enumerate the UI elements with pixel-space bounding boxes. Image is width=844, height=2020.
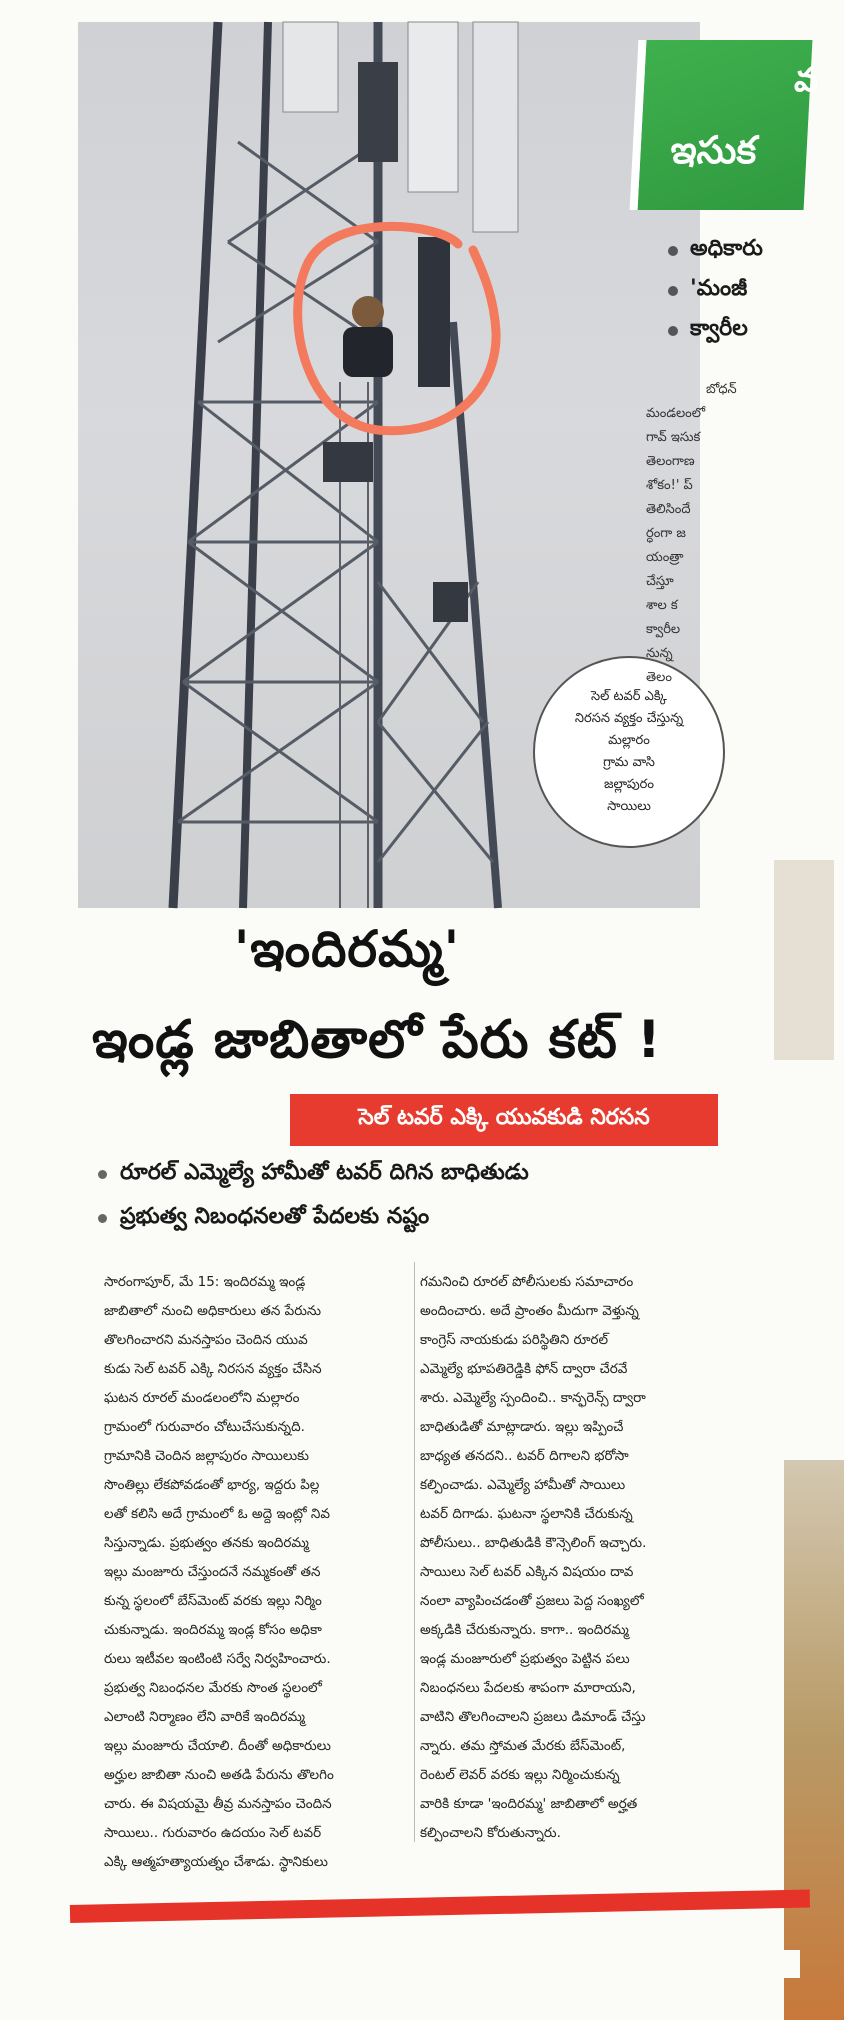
side-line: క్వారీల: [646, 622, 681, 637]
side-line: తెలంగాణ: [646, 454, 695, 469]
body-line: టవర్ దిగాడు. ఘటనా స్థలానికి చేరుకున్న: [420, 1506, 633, 1522]
body-line: కల్పించాడు. ఎమ్మెల్యే హామీతో సాయిలు: [420, 1477, 626, 1493]
side-photo: [774, 860, 834, 1060]
body-line: ఘటన రూరల్ మండలంలోని మల్లారం: [104, 1390, 300, 1406]
body-line: నిబంధనలు పేదలకు శాపంగా మారాయని,: [420, 1680, 636, 1696]
body-line: ఎలాంటి నిర్మాణం లేని వారికే ఇందిరమ్మ: [104, 1709, 305, 1725]
body-line: సిస్తున్నాడు. ప్రభుత్వం తనకు ఇందిరమ్మ: [104, 1535, 309, 1551]
body-line: పోలీసులు.. బాధితుడికి కౌన్సెలింగ్ ఇచ్చారు.: [420, 1535, 647, 1551]
side-line: శోకం!' ప్: [646, 478, 693, 493]
body-line: ప్రభుత్వ నిబంధనల మేరకు సొంత స్థలంలో: [104, 1680, 322, 1696]
body-column-1: [104, 1268, 422, 1877]
side-bullets: [634, 230, 800, 356]
body-line: లతో కలిసి అదే గ్రామంలో ఓ అద్దె ఇంట్లో నివ: [104, 1506, 331, 1522]
body-line: రులు ఇటీవల ఇంటింటి సర్వే నిర్వహించారు.: [104, 1651, 331, 1667]
body-line: అందించారు. అదే ప్రాంతం మీదుగా వెళ్తున్న: [420, 1303, 639, 1319]
body-line: సాయిలు సెల్ టవర్ ఎక్కిన విషయం దావ: [420, 1564, 634, 1580]
body-line: బాధ్యత తనదని.. టవర్ దిగాలని భరోసా: [420, 1448, 629, 1464]
body-line: గ్రామంలో గురువారం చోటుచేసుకున్నది.: [104, 1419, 305, 1435]
body-line: బాధితుడితో మాట్లాడారు. ఇల్లు ఇప్పించే: [420, 1419, 624, 1435]
subheadline-strap: సెల్ టవర్ ఎక్కి యువకుడి నిరసన: [290, 1094, 718, 1146]
body-line: అక్కడికి చేరుకున్నారు. కాగా.. ఇందిరమ్మ: [420, 1622, 629, 1638]
caption-line: నిరసన వ్యక్తం చేస్తున్న: [574, 711, 684, 726]
side-line: ర్ధంగా జ: [646, 526, 686, 541]
side-line: మండలంలో: [646, 406, 706, 421]
body-line: చుకున్నాడు. ఇందిరమ్మ ఇండ్ల కోసం అధికా: [104, 1622, 322, 1638]
body-line: సొంతిల్లు లేకపోవడంతో భార్య, ఇద్దరు పిల్ల: [104, 1477, 320, 1493]
side-line: బోధన్: [706, 382, 737, 397]
body-line: వాటిని తొలగించాలని ప్రజలు డిమాండ్ చేస్తు: [420, 1709, 646, 1725]
caption-line: జల్లాపురం: [604, 777, 654, 792]
body-line: కున్న స్థలంలో బేస్‌మెంట్ వరకు ఇల్లు నిర్మిం: [104, 1593, 322, 1609]
body-line: సాయిలు.. గురువారం ఉదయం సెల్ టవర్: [104, 1825, 322, 1841]
column-divider: [414, 1262, 415, 1842]
bullet-point: రూరల్ ఎమ్మెల్యే హామీతో టవర్ దిగిన బాధితుడు: [98, 1160, 529, 1190]
body-line: నంలా వ్యాపించడంతో ప్రజలు పెద్ద సంఖ్యలో: [420, 1593, 644, 1609]
body-line: సారంగాపూర్, మే 15: ఇందిరమ్మ ఇండ్ల: [104, 1274, 306, 1290]
body-line: వారికి కూడా 'ఇందిరమ్మ' జాబితాలో అర్హత: [420, 1796, 638, 1812]
bullet-point: ప్రభుత్వ నిబంధనలతో పేదలకు నష్టం: [98, 1204, 529, 1234]
body-line: కుడు సెల్ టవర్ ఎక్కి నిరసన వ్యక్తం చేసిన: [104, 1361, 322, 1377]
body-line: గ్రామానికి చెందిన జల్లాపురం సాయిలుకు: [104, 1448, 309, 1464]
bottom-strip: [0, 1950, 800, 1978]
side-line: చేస్తూ: [646, 574, 674, 589]
body-line: తొలగించారని మనస్తాపం చెందిన యువ: [104, 1332, 308, 1348]
body-line: శారు. ఎమ్మెల్యే స్పందించి.. కాన్ఫరెన్స్ ద్వారా: [420, 1390, 646, 1406]
side-headline-2: ఇసుక: [669, 128, 758, 172]
headline-line-1: 'ఇందిరమ్మ': [234, 920, 461, 978]
side-bullet: క్వారీల: [690, 316, 800, 346]
side-photo: [784, 1460, 844, 2020]
body-line: గమనించి రూరల్ పోలీసులకు సమాచారం: [420, 1274, 634, 1290]
body-line: ఇండ్ల మంజూరులో ప్రభుత్వం పెట్టిన పలు: [420, 1651, 630, 1667]
side-line: తెలిసిందే: [646, 502, 691, 517]
body-line: చారు. ఈ విషయమై తీవ్ర మనస్తాపం చెందిన: [104, 1796, 332, 1812]
side-line: యంత్రా: [646, 550, 684, 565]
highlight-circle: [298, 226, 496, 430]
side-line: తెలం: [646, 670, 672, 685]
caption-line: సెల్ టవర్ ఎక్కి: [591, 689, 667, 704]
body-column-2: [420, 1268, 738, 1848]
body-line: ఇల్లు మంజూరు చేయాలి. దీంతో అధికారులు: [104, 1738, 331, 1754]
tower-photo: [78, 22, 700, 908]
body-line: జాబితాలో నుంచి అధికారులు తన పేరును: [104, 1303, 322, 1319]
body-line: అర్హుల జాబితా నుంచి అతడి పేరును తొలగిం: [104, 1767, 334, 1783]
body-line: కల్పించాలని కోరుతున్నారు.: [420, 1825, 561, 1841]
side-line: గావ్ ఇసుక: [646, 430, 701, 445]
caption-line: మల్లారం: [608, 733, 650, 748]
headline-line-2: ఇండ్ల జాబితాలో పేరు కట్ !: [92, 1010, 662, 1070]
body-line: ఎక్కి ఆత్మహత్యాయత్నం చేశాడు. స్థానికులు: [104, 1854, 328, 1870]
body-line: ఇల్లు మంజూరు చేస్తుందనే నమ్మకంతో తన: [104, 1564, 321, 1580]
side-bullet: అధికారు: [690, 236, 800, 266]
body-line: కాంగ్రెస్ నాయకుడు పరిస్థితిని రూరల్: [420, 1332, 609, 1348]
side-headline-box: [630, 40, 820, 210]
body-line: న్నారు. తమ స్తోమత మేరకు బేస్‌మెంట్,: [420, 1738, 626, 1754]
side-line: శాల క: [646, 598, 678, 613]
caption-line: గ్రామ వాసి: [603, 755, 655, 770]
body-line: రెంటల్ లెవర్ వరకు ఇల్లు నిర్మించుకున్న: [420, 1767, 620, 1783]
body-line: ఎమ్మెల్యే భూపతిరెడ్డికి ఫోన్ ద్వారా చేరవే: [420, 1361, 628, 1377]
side-body: [646, 378, 796, 690]
side-headline-1: వ: [793, 60, 820, 100]
highlight-bullets: [98, 1160, 529, 1248]
caption-line: సాయిలు: [607, 799, 651, 814]
side-line: నున్న: [646, 646, 673, 661]
side-bullet: 'మంజీ: [690, 276, 800, 306]
